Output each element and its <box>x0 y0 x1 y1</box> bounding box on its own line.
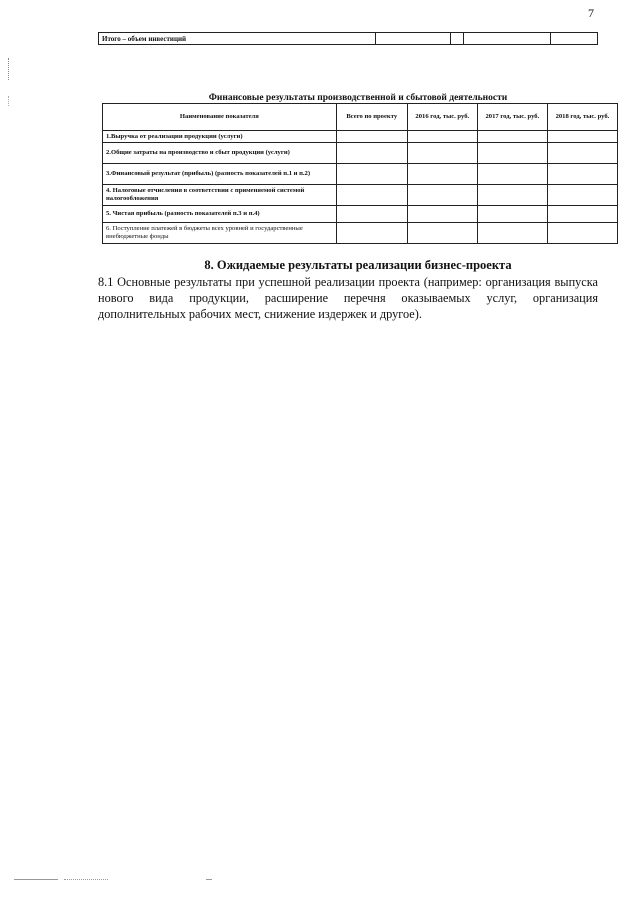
financial-results-title: Финансовые результаты производственной и сбытовой деятельности <box>208 93 508 103</box>
table-row <box>103 143 618 164</box>
table-cell <box>547 164 617 185</box>
row-label: 5. Чистая прибыль (разность показателей п.3 и п.4) <box>103 206 337 223</box>
table-row <box>103 164 618 185</box>
header-2017: 2017 год, тыс. руб. <box>477 104 547 131</box>
table-cell <box>451 33 464 45</box>
footer-divider <box>206 879 212 881</box>
row-label: 1.Выручка от реализации продукции (услуги) <box>103 131 337 143</box>
table-row <box>99 33 598 45</box>
table-cell <box>464 33 551 45</box>
row-label: 3.Финансовый результат (прибыль) (разность показателей п.1 и п.2) <box>103 164 337 185</box>
header-name: Наименование показателя <box>103 104 337 131</box>
table-cell <box>336 131 407 143</box>
footer-divider <box>64 879 108 881</box>
table-cell <box>407 206 477 223</box>
table-cell <box>477 185 547 206</box>
table-cell <box>407 131 477 143</box>
header-2018: 2018 год, тыс. руб. <box>547 104 617 131</box>
table-cell <box>477 143 547 164</box>
table-cell <box>547 131 617 143</box>
table-cell <box>407 143 477 164</box>
table-cell <box>336 164 407 185</box>
financial-results-table <box>102 103 618 244</box>
row-label: 2.Общие затраты на производство и сбыт продукции (услуги) <box>103 143 337 164</box>
section-heading: 8. Ожидаемые результаты реализации бизнес-проекта <box>204 258 512 272</box>
table-row <box>103 185 618 206</box>
section-paragraph: 8.1 Основные результаты при успешной реализации проекта (например: организация выпуска нового вида продукции, расширение перечня оказываемых услуг, организация дополнительных рабочих мест, снижение издержек и другое). <box>98 275 598 321</box>
table-row <box>103 223 618 244</box>
table-cell <box>547 206 617 223</box>
header-2016: 2016 год, тыс. руб. <box>407 104 477 131</box>
table-cell <box>336 206 407 223</box>
table-cell <box>547 223 617 244</box>
investment-total-label: Итого – объем инвестиций <box>99 33 376 45</box>
table-cell <box>336 143 407 164</box>
table-cell <box>407 164 477 185</box>
table-row <box>103 131 618 143</box>
page-number: 7 <box>588 6 594 20</box>
footer-divider <box>14 879 58 881</box>
row-label: 4. Налоговые отчисления в соответствии с применяемой системой налогообложения <box>103 185 337 206</box>
row-label: 6. Поступление платежей в бюджеты всех уровней и государственные внебюджетные фонды <box>103 223 337 244</box>
table-cell <box>336 223 407 244</box>
investment-total-table <box>98 32 598 45</box>
table-cell <box>376 33 451 45</box>
table-cell <box>547 185 617 206</box>
table-cell <box>407 185 477 206</box>
table-cell <box>407 223 477 244</box>
table-cell <box>547 143 617 164</box>
table-cell <box>477 223 547 244</box>
table-cell <box>336 185 407 206</box>
header-total: Всего по проекту <box>336 104 407 131</box>
table-row <box>103 206 618 223</box>
table-cell <box>477 206 547 223</box>
table-cell <box>477 164 547 185</box>
table-header-row <box>103 104 618 131</box>
margin-mark <box>8 58 11 80</box>
margin-mark <box>8 96 11 106</box>
table-cell <box>551 33 598 45</box>
table-cell <box>477 131 547 143</box>
